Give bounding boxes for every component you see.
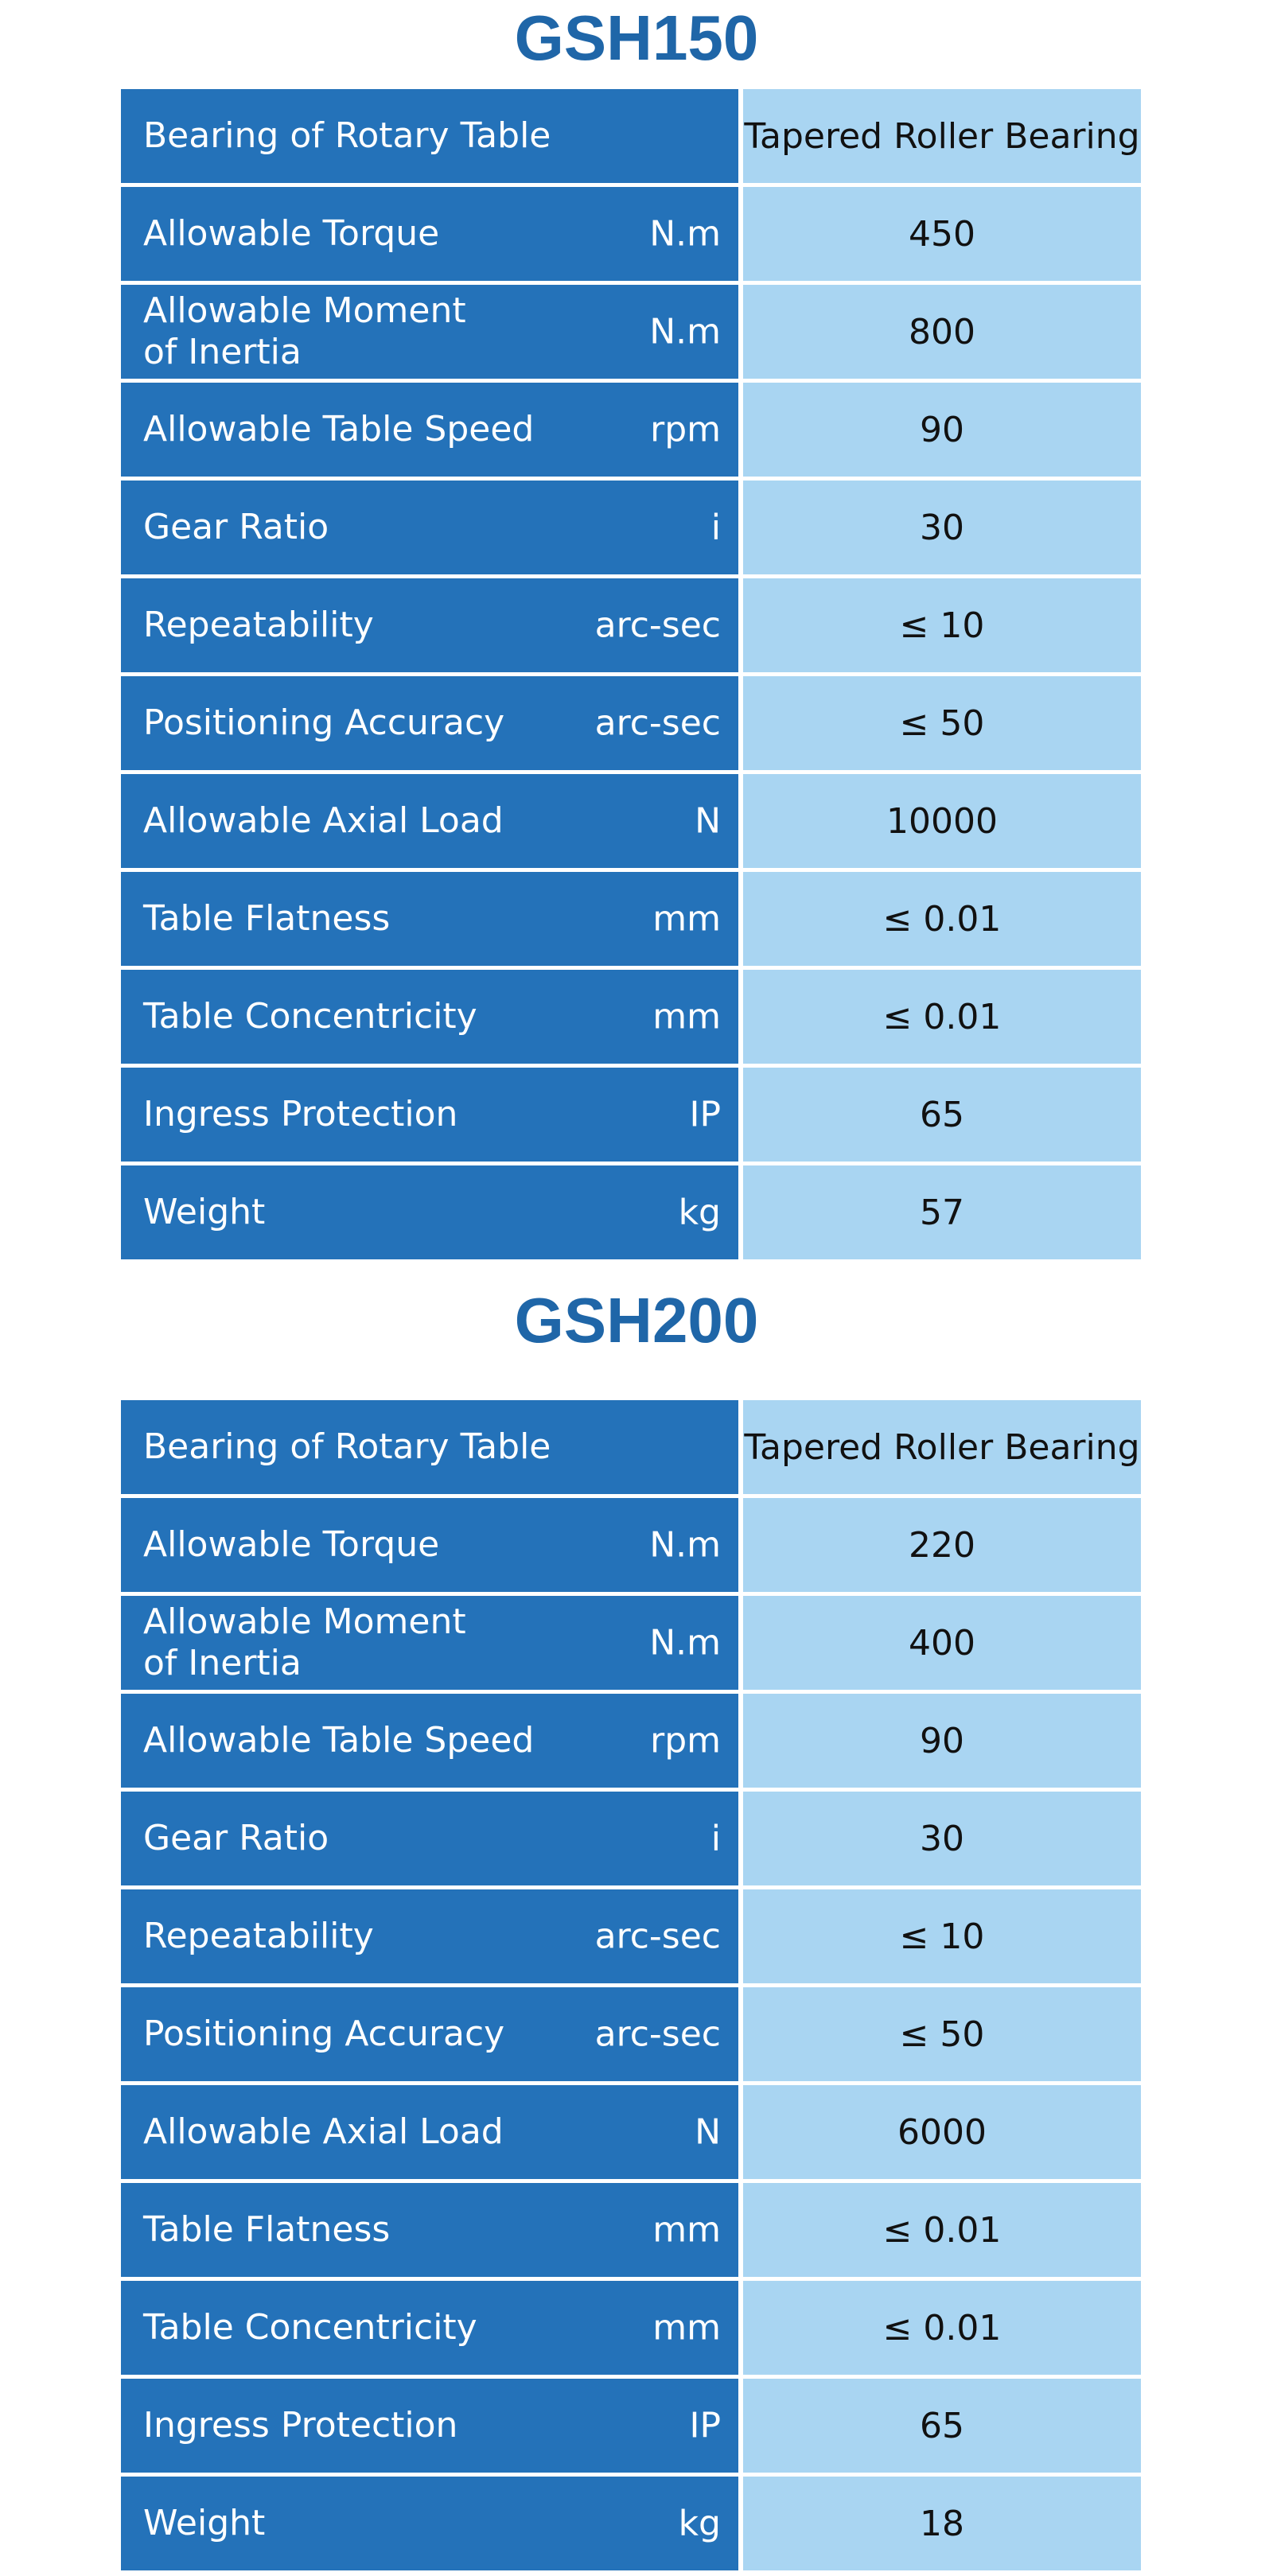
row-value: ≤ 10 <box>743 578 1141 672</box>
row-value: 65 <box>743 2379 1141 2473</box>
label-cell <box>121 2085 738 2179</box>
row-unit: N.m <box>649 1622 721 1664</box>
row-label: Allowable Torque <box>143 1524 440 1565</box>
label-cell <box>121 2477 738 2570</box>
table-row <box>121 2085 1141 2179</box>
row-label: Weight <box>143 1192 266 1232</box>
row-label: Table Concentricity <box>143 996 477 1037</box>
row-label: Table Concentricity <box>143 2307 477 2348</box>
table-row <box>121 2183 1141 2277</box>
row-unit: N.m <box>649 311 721 352</box>
table-row <box>121 1165 1141 1259</box>
label-cell <box>121 1889 738 1983</box>
row-unit: i <box>710 1818 721 1859</box>
row-unit: arc-sec <box>594 605 721 646</box>
label-cell <box>121 774 738 868</box>
table-row <box>121 1068 1141 1162</box>
row-label: Allowable Table Speed <box>143 1720 535 1761</box>
row-label: Table Flatness <box>143 898 391 939</box>
row-label: Table Flatness <box>143 2209 391 2250</box>
table-row <box>121 383 1141 477</box>
row-value: 6000 <box>743 2085 1141 2179</box>
row-label: Allowable Axial Load <box>143 800 504 841</box>
row-value: 800 <box>743 285 1141 379</box>
label-cell <box>121 187 738 281</box>
row-value: ≤ 0.01 <box>743 2183 1141 2277</box>
row-value: ≤ 0.01 <box>743 872 1141 966</box>
label-cell <box>121 1596 738 1690</box>
row-value: 220 <box>743 1498 1141 1592</box>
table-row <box>121 1694 1141 1788</box>
label-cell <box>121 970 738 1064</box>
row-unit: arc-sec <box>594 702 721 744</box>
row-unit: mm <box>652 898 721 940</box>
row-label: Allowable Torque <box>143 213 440 254</box>
row-value: ≤ 0.01 <box>743 2281 1141 2375</box>
spec-table <box>121 1400 1141 2574</box>
section-title: GSH150 <box>514 2 759 73</box>
label-cell <box>121 1987 738 2081</box>
row-unit: IP <box>689 1094 721 1135</box>
table-row <box>121 970 1141 1064</box>
table-row <box>121 187 1141 281</box>
row-label: Repeatability <box>143 605 374 645</box>
row-label: Gear Ratio <box>143 507 329 547</box>
row-value: 18 <box>743 2477 1141 2570</box>
row-value: 90 <box>743 383 1141 477</box>
row-unit: N <box>695 2111 721 2153</box>
table-row <box>121 1987 1141 2081</box>
row-label: Ingress Protection <box>143 2405 458 2446</box>
row-value: Tapered Roller Bearing <box>743 89 1141 183</box>
row-unit: arc-sec <box>594 2014 721 2055</box>
label-cell <box>121 872 738 966</box>
row-label: Ingress Protection <box>143 1094 458 1134</box>
table-row <box>121 2379 1141 2473</box>
table-row <box>121 2477 1141 2570</box>
table-row <box>121 481 1141 574</box>
label-cell <box>121 1068 738 1162</box>
row-unit: mm <box>652 2209 721 2251</box>
row-label: Repeatability <box>143 1916 374 1956</box>
row-label: Allowable Axial Load <box>143 2111 504 2152</box>
row-unit: kg <box>678 2503 721 2544</box>
row-value: 57 <box>743 1165 1141 1259</box>
row-label: Gear Ratio <box>143 1818 329 1858</box>
row-value: ≤ 0.01 <box>743 970 1141 1064</box>
table-row <box>121 89 1141 183</box>
label-cell <box>121 1694 738 1788</box>
label-cell <box>121 481 738 574</box>
table-row <box>121 1498 1141 1592</box>
row-unit: kg <box>678 1192 721 1233</box>
table-row <box>121 872 1141 966</box>
label-cell <box>121 2379 738 2473</box>
row-label: Allowable Moment of Inertia <box>143 290 466 372</box>
row-value: ≤ 10 <box>743 1889 1141 1983</box>
row-value: 450 <box>743 187 1141 281</box>
row-value: ≤ 50 <box>743 1987 1141 2081</box>
label-cell <box>121 1165 738 1259</box>
row-value: 400 <box>743 1596 1141 1690</box>
table-row <box>121 676 1141 770</box>
table-row <box>121 578 1141 672</box>
row-value: 30 <box>743 1792 1141 1885</box>
row-unit: rpm <box>650 1720 721 1761</box>
table-row <box>121 2281 1141 2375</box>
row-unit: IP <box>689 2405 721 2446</box>
row-label: Positioning Accuracy <box>143 702 505 743</box>
row-value: Tapered Roller Bearing <box>743 1400 1141 1494</box>
row-value: 10000 <box>743 774 1141 868</box>
row-label: Bearing of Rotary Table <box>143 115 551 156</box>
label-cell <box>121 1400 738 1494</box>
label-cell <box>121 285 738 379</box>
spec-table <box>121 89 1141 1263</box>
row-unit: mm <box>652 2307 721 2348</box>
row-unit: mm <box>652 996 721 1037</box>
row-label: Positioning Accuracy <box>143 2014 505 2054</box>
label-cell <box>121 2281 738 2375</box>
label-cell <box>121 383 738 477</box>
section-title: GSH200 <box>514 1285 759 1356</box>
table-row <box>121 1596 1141 1690</box>
label-cell <box>121 676 738 770</box>
row-unit: rpm <box>650 409 721 450</box>
table-row <box>121 1400 1141 1494</box>
label-cell <box>121 578 738 672</box>
row-value: ≤ 50 <box>743 676 1141 770</box>
table-row <box>121 1792 1141 1885</box>
row-unit: i <box>710 507 721 548</box>
label-cell <box>121 2183 738 2277</box>
table-row <box>121 285 1141 379</box>
row-label: Allowable Table Speed <box>143 409 535 449</box>
row-value: 30 <box>743 481 1141 574</box>
row-unit: N <box>695 800 721 842</box>
row-value: 90 <box>743 1694 1141 1788</box>
row-label: Bearing of Rotary Table <box>143 1426 551 1467</box>
label-cell <box>121 89 738 183</box>
row-label: Weight <box>143 2503 266 2543</box>
row-unit: N.m <box>649 1524 721 1566</box>
row-label: Allowable Moment of Inertia <box>143 1601 466 1683</box>
row-unit: N.m <box>649 213 721 255</box>
row-unit: arc-sec <box>594 1916 721 1957</box>
table-row <box>121 1889 1141 1983</box>
table-row <box>121 774 1141 868</box>
label-cell <box>121 1792 738 1885</box>
label-cell <box>121 1498 738 1592</box>
row-value: 65 <box>743 1068 1141 1162</box>
